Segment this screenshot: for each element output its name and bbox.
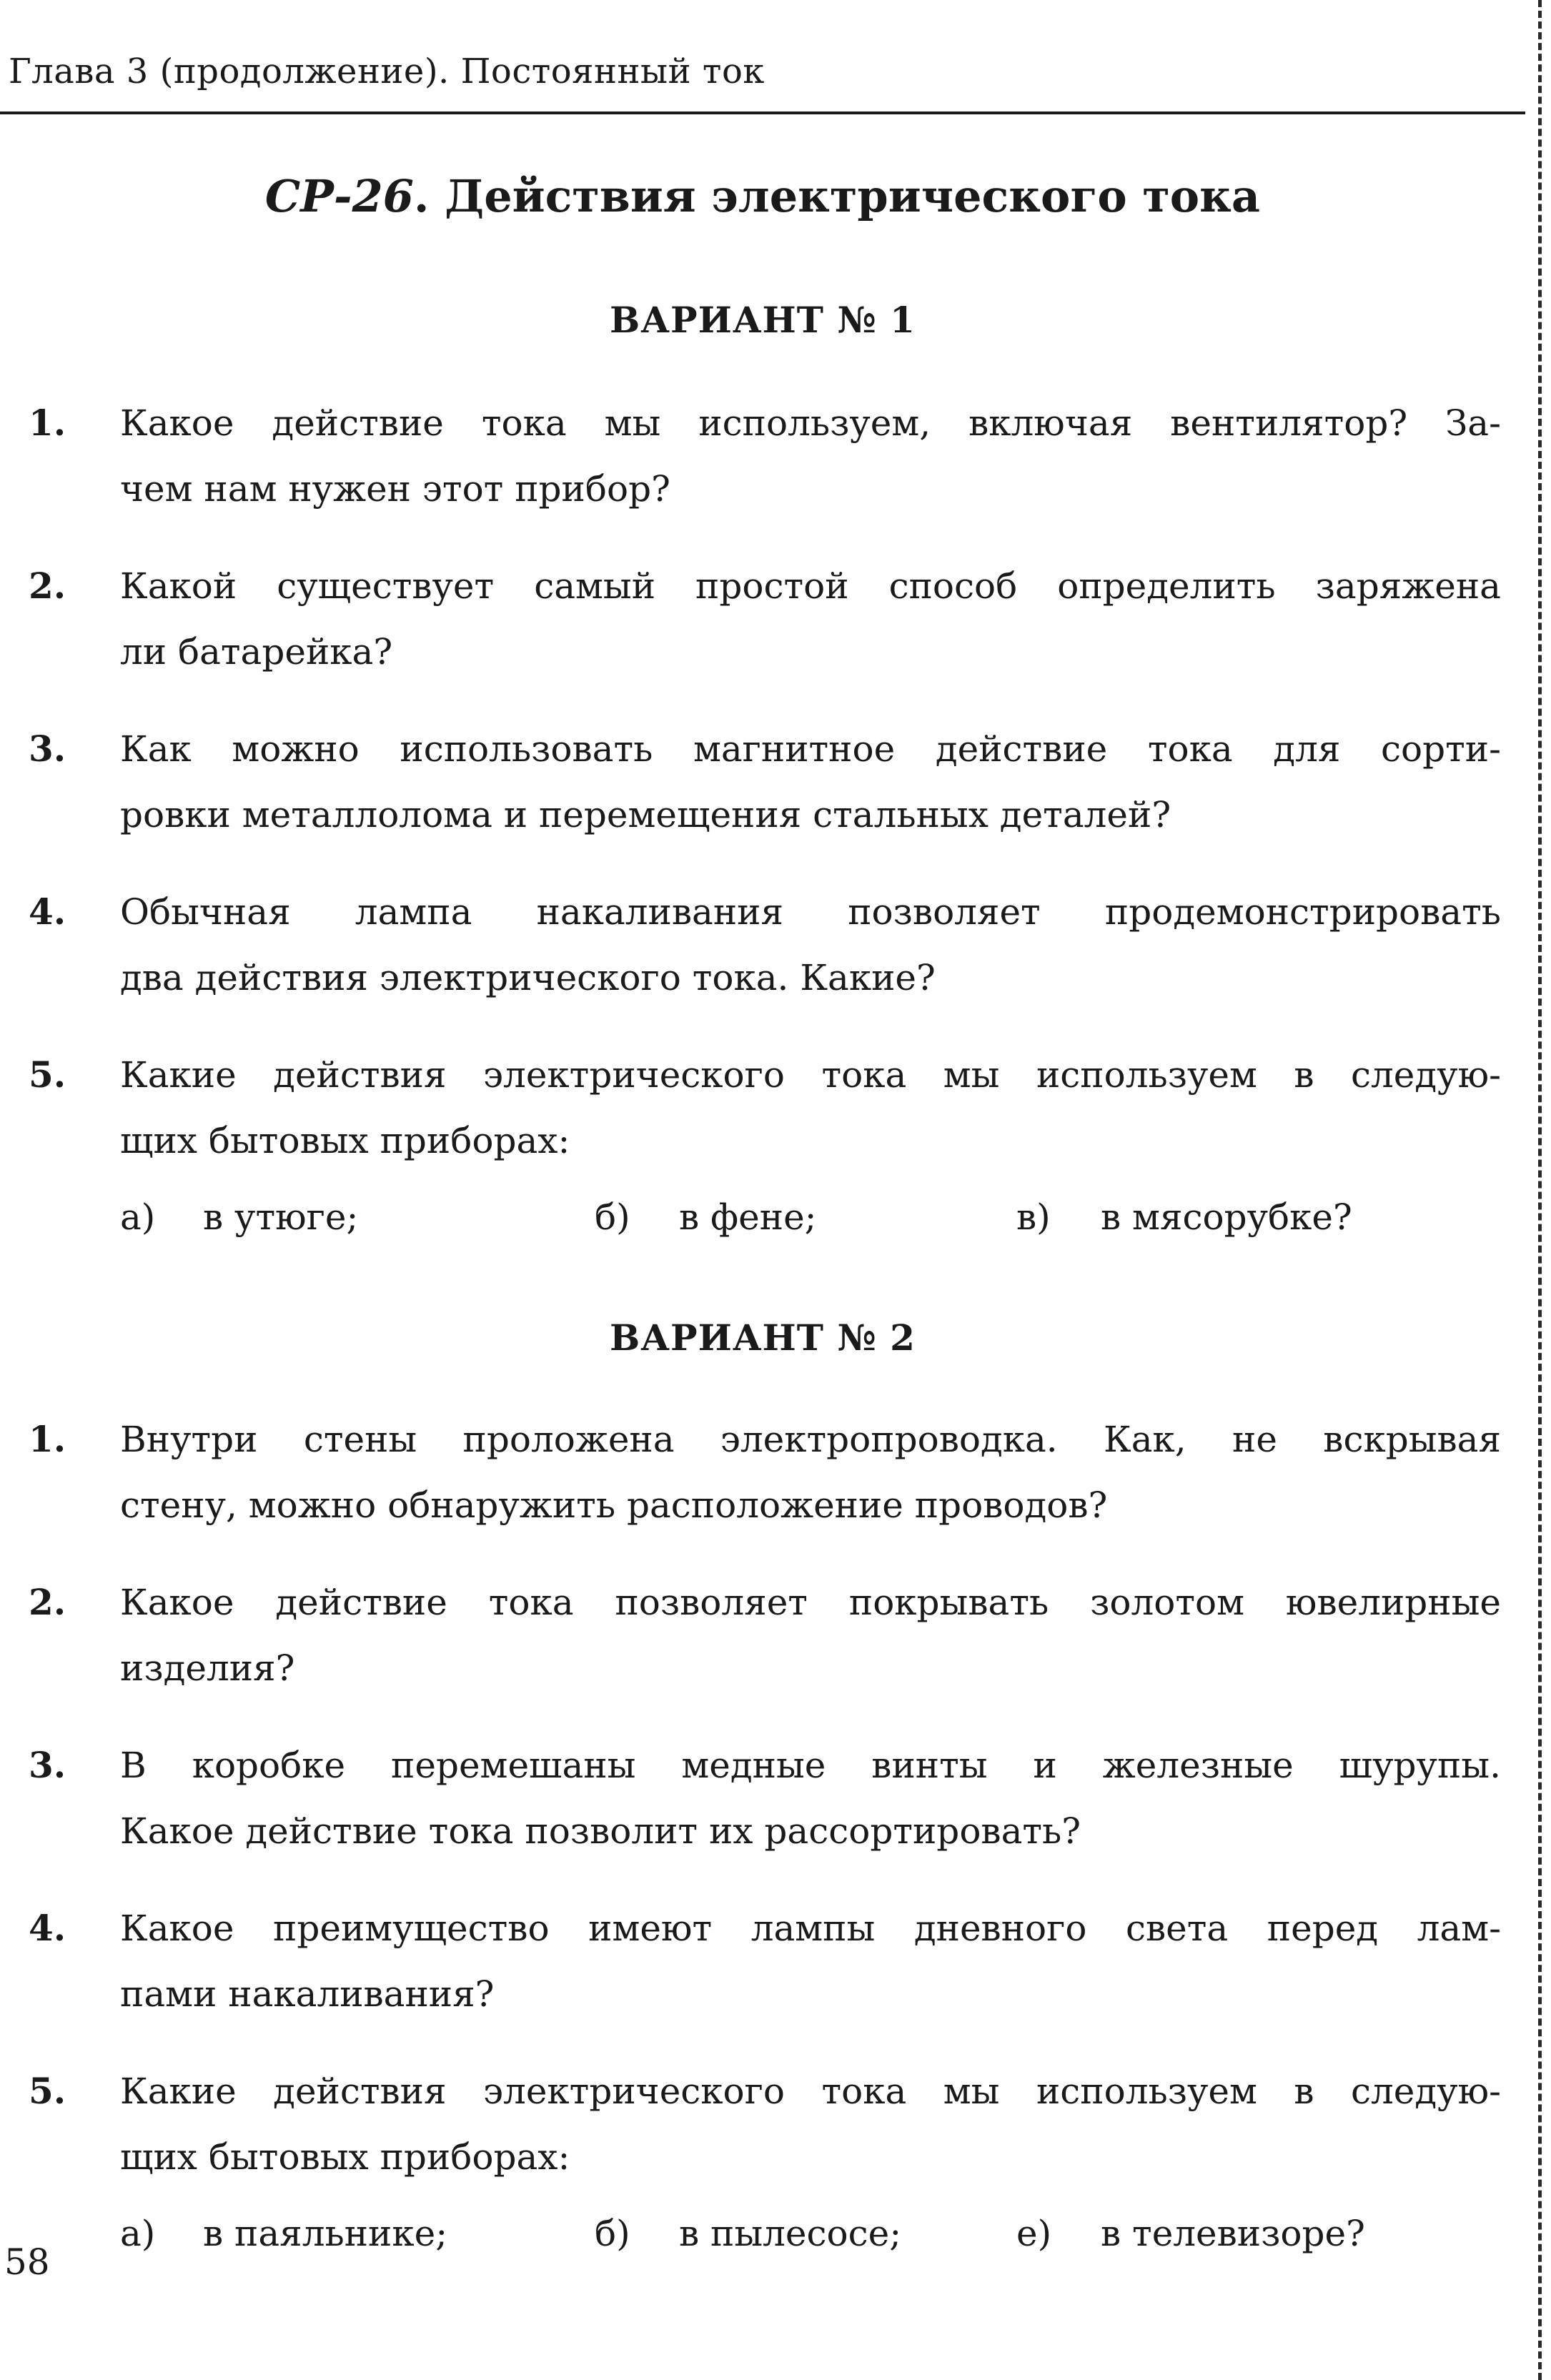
v2-question-1-line-2: стену, можно обнаружить расположение проводов? — [120, 1484, 1108, 1526]
v1-question-3-number: 3. — [29, 728, 66, 770]
v1-question-5-line-1: Какие действия электрического тока мы используем в следую- — [120, 1054, 1501, 1096]
v2-question-1-number: 1. — [29, 1418, 66, 1460]
v2-option-b-text: в пылесосе; — [679, 2213, 902, 2254]
v1-question-4-line-1: Обычная лампа накаливания позволяет продемонстрировать — [120, 891, 1501, 933]
v2-option-b-letter: б) — [595, 2213, 630, 2254]
v2-question-2-line-2: изделия? — [120, 1647, 295, 1689]
v2-question-2-line-1: Какое действие тока позволяет покрывать золотом ювелирные — [120, 1582, 1501, 1623]
page-number: 58 — [4, 2241, 50, 2283]
v1-question-1-line-1: Какое действие тока мы используем, включая вентилятор? За- — [120, 402, 1501, 444]
v1-option-b-text: в фене; — [679, 1196, 817, 1238]
v2-question-5-line-1: Какие действия электрического тока мы используем в следую- — [120, 2071, 1501, 2112]
header-rule — [0, 111, 1525, 114]
v1-question-3-line-1: Как можно использовать магнитное действие тока для сорти- — [120, 728, 1501, 770]
title-text: . Действия электрического тока — [413, 170, 1261, 222]
title-code: СР-26 — [264, 170, 414, 222]
v2-option-a-text: в паяльнике; — [203, 2213, 448, 2254]
v2-option-c-text: в телевизоре? — [1101, 2213, 1365, 2254]
v2-option-c-letter: е) — [1016, 2213, 1052, 2254]
v1-question-4-number: 4. — [29, 891, 66, 933]
v2-question-5-line-2: щих бытовых приборах: — [120, 2136, 570, 2178]
v2-question-4-number: 4. — [29, 1907, 66, 1949]
v2-question-1-line-1: Внутри стены проложена электропроводка. Как, не вскрывая — [120, 1419, 1501, 1460]
v2-question-3-line-1: В коробке перемешаны медные винты и железные шурупы. — [120, 1745, 1501, 1786]
v1-option-a-text: в утюге; — [203, 1196, 359, 1238]
v2-question-3-line-2: Какое действие тока позволит их рассортировать? — [120, 1810, 1081, 1852]
v1-question-1-number: 1. — [29, 402, 66, 444]
page-title — [0, 170, 1525, 222]
v1-question-2-line-2: ли батарейка? — [120, 631, 393, 673]
v1-option-c-text: в мясорубке? — [1101, 1196, 1352, 1238]
v2-question-2-number: 2. — [29, 1581, 66, 1623]
v2-option-a-letter: а) — [120, 2213, 156, 2254]
v1-question-1-line-2: чем нам нужен этот прибор? — [120, 468, 670, 510]
v1-question-2-line-1: Какой существует самый простой способ определить заряжена — [120, 565, 1501, 607]
v1-option-b-letter: б) — [595, 1196, 630, 1238]
v1-question-3-line-2: ровки металлолома и перемещения стальных деталей? — [120, 794, 1171, 836]
v1-option-a-letter: а) — [120, 1196, 156, 1238]
variant-1-heading: ВАРИАНТ № 1 — [610, 299, 916, 341]
page-edge-line — [1538, 0, 1542, 2380]
v1-option-c-letter: в) — [1016, 1196, 1051, 1238]
v1-question-4-line-2: два действия электрического тока. Какие? — [120, 957, 936, 998]
running-head: Глава 3 (продолжение). Постоянный ток — [9, 51, 765, 91]
v1-question-5-number: 5. — [29, 1053, 66, 1096]
v2-question-4-line-1: Какое преимущество имеют лампы дневного света перед лам- — [120, 1908, 1501, 1949]
v1-question-2-number: 2. — [29, 565, 66, 607]
v2-question-5-number: 5. — [29, 2070, 66, 2112]
v1-question-5-line-2: щих бытовых приборах: — [120, 1120, 570, 1161]
v2-question-3-number: 3. — [29, 1744, 66, 1786]
v2-question-4-line-2: пами накаливания? — [120, 1973, 495, 2015]
variant-2-heading: ВАРИАНТ № 2 — [610, 1317, 916, 1359]
